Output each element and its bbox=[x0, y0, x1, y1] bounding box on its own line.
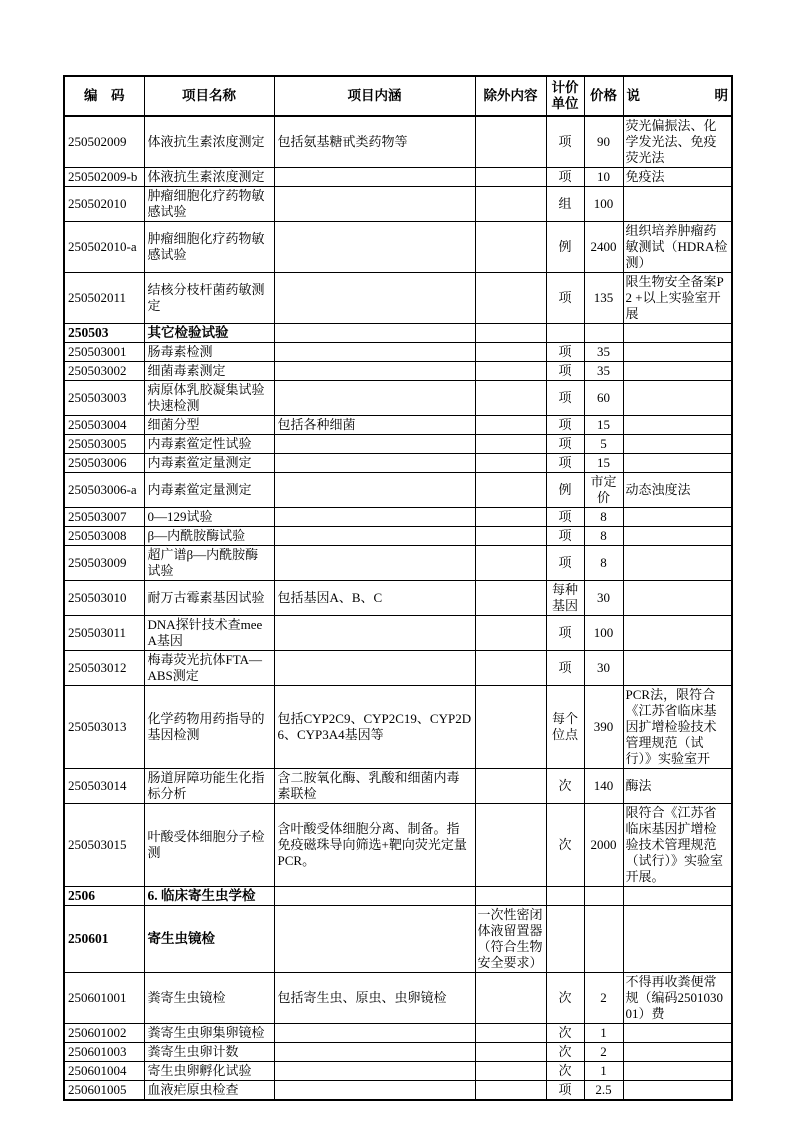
cell-content: 含叶酸受体细胞分离、制备。指免疫磁珠导向筛选+靶向荧光定量PCR。 bbox=[274, 804, 475, 887]
cell-price: 135 bbox=[584, 273, 623, 324]
cell-unit: 项 bbox=[546, 508, 584, 527]
cell-note: 酶法 bbox=[623, 769, 732, 804]
cell-content bbox=[274, 187, 475, 222]
cell-content bbox=[274, 222, 475, 273]
cell-name: 体液抗生素浓度测定 bbox=[144, 116, 274, 168]
cell-name: 叶酸受体细胞分子检测 bbox=[144, 804, 274, 887]
cell-excluded bbox=[475, 616, 546, 651]
header-cell-name: 项目名称 bbox=[144, 76, 274, 116]
cell-name: 肿瘤细胞化疗药物敏感试验 bbox=[144, 187, 274, 222]
cell-content bbox=[274, 1043, 475, 1062]
table-row bbox=[64, 343, 732, 362]
cell-price: 60 bbox=[584, 381, 623, 416]
cell-price: 100 bbox=[584, 616, 623, 651]
cell-price: 2000 bbox=[584, 804, 623, 887]
cell-note bbox=[623, 581, 732, 616]
cell-content bbox=[274, 508, 475, 527]
cell-unit: 项 bbox=[546, 454, 584, 473]
cell-note bbox=[623, 416, 732, 435]
header-cell-code: 编 码 bbox=[64, 76, 144, 116]
table-row bbox=[64, 973, 732, 1024]
cell-note: PCR法，限符合《江苏省临床基因扩增检验技术管理规范（试行）》实验室开 bbox=[623, 686, 732, 769]
cell-excluded: 一次性密闭体液留置器（符合生物安全要求） bbox=[475, 906, 546, 973]
table-row bbox=[64, 616, 732, 651]
cell-unit bbox=[546, 324, 584, 343]
cell-content: 包括氨基糖甙类药物等 bbox=[274, 116, 475, 168]
cell-note bbox=[623, 343, 732, 362]
cell-name: 结核分枝杆菌药敏测定 bbox=[144, 273, 274, 324]
cell-note bbox=[623, 454, 732, 473]
cell-name: 粪寄生虫卵计数 bbox=[144, 1043, 274, 1062]
cell-excluded bbox=[475, 1062, 546, 1081]
cell-price: 140 bbox=[584, 769, 623, 804]
table-row bbox=[64, 1062, 732, 1081]
cell-price: 2 bbox=[584, 973, 623, 1024]
cell-note bbox=[623, 381, 732, 416]
cell-price: 30 bbox=[584, 581, 623, 616]
table-row bbox=[64, 906, 732, 973]
header-cell-content: 项目内涵 bbox=[274, 76, 475, 116]
cell-price: 8 bbox=[584, 546, 623, 581]
cell-price: 2400 bbox=[584, 222, 623, 273]
cell-unit: 项 bbox=[546, 362, 584, 381]
cell-name: 体液抗生素浓度测定 bbox=[144, 168, 274, 187]
table-row bbox=[64, 273, 732, 324]
cell-note bbox=[623, 616, 732, 651]
cell-note bbox=[623, 887, 732, 906]
table-row bbox=[64, 454, 732, 473]
cell-code: 250503008 bbox=[64, 527, 144, 546]
cell-note bbox=[623, 527, 732, 546]
cell-unit: 每种基因 bbox=[546, 581, 584, 616]
cell-unit: 项 bbox=[546, 616, 584, 651]
cell-note: 限符合《江苏省临床基因扩增检验技术管理规范（试行）》实验室开展。 bbox=[623, 804, 732, 887]
cell-content bbox=[274, 324, 475, 343]
table-row bbox=[64, 546, 732, 581]
cell-price: 10 bbox=[584, 168, 623, 187]
table-row bbox=[64, 581, 732, 616]
cell-content bbox=[274, 273, 475, 324]
cell-excluded bbox=[475, 804, 546, 887]
cell-content bbox=[274, 168, 475, 187]
cell-price: 5 bbox=[584, 435, 623, 454]
cell-unit: 每个位点 bbox=[546, 686, 584, 769]
cell-unit: 项 bbox=[546, 168, 584, 187]
cell-content bbox=[274, 616, 475, 651]
cell-name: 寄生虫镜检 bbox=[144, 906, 274, 973]
cell-unit bbox=[546, 887, 584, 906]
cell-note: 荧光偏振法、化学发光法、免疫荧光法 bbox=[623, 116, 732, 168]
cell-note bbox=[623, 324, 732, 343]
cell-code: 250503005 bbox=[64, 435, 144, 454]
cell-code: 250503012 bbox=[64, 651, 144, 686]
cell-price bbox=[584, 887, 623, 906]
cell-code: 250503015 bbox=[64, 804, 144, 887]
cell-code: 250503007 bbox=[64, 508, 144, 527]
cell-name: β—内酰胺酶试验 bbox=[144, 527, 274, 546]
cell-content bbox=[274, 906, 475, 973]
cell-price: 8 bbox=[584, 508, 623, 527]
header-cell-note: 说 明 bbox=[623, 76, 732, 116]
cell-price: 8 bbox=[584, 527, 623, 546]
cell-name: 内毒素鲎定性试验 bbox=[144, 435, 274, 454]
cell-content bbox=[274, 527, 475, 546]
cell-excluded bbox=[475, 887, 546, 906]
cell-name: 细菌分型 bbox=[144, 416, 274, 435]
cell-code: 250601005 bbox=[64, 1081, 144, 1101]
cell-unit: 项 bbox=[546, 435, 584, 454]
cell-content bbox=[274, 473, 475, 508]
table-row bbox=[64, 473, 732, 508]
cell-code: 250503004 bbox=[64, 416, 144, 435]
table-row bbox=[64, 324, 732, 343]
cell-content bbox=[274, 343, 475, 362]
cell-code: 250503 bbox=[64, 324, 144, 343]
cell-code: 250601002 bbox=[64, 1024, 144, 1043]
table-header-row bbox=[64, 76, 732, 116]
cell-excluded bbox=[475, 187, 546, 222]
cell-excluded bbox=[475, 473, 546, 508]
cell-unit: 次 bbox=[546, 1043, 584, 1062]
cell-code: 250503006-a bbox=[64, 473, 144, 508]
table-row bbox=[64, 651, 732, 686]
table-row bbox=[64, 887, 732, 906]
cell-unit: 项 bbox=[546, 1081, 584, 1101]
cell-excluded bbox=[475, 1043, 546, 1062]
cell-excluded bbox=[475, 581, 546, 616]
cell-price: 390 bbox=[584, 686, 623, 769]
cell-unit: 次 bbox=[546, 1062, 584, 1081]
cell-content bbox=[274, 435, 475, 454]
cell-code: 250601001 bbox=[64, 973, 144, 1024]
cell-unit: 项 bbox=[546, 527, 584, 546]
cell-content bbox=[274, 887, 475, 906]
cell-unit: 项 bbox=[546, 651, 584, 686]
cell-note bbox=[623, 1081, 732, 1101]
cell-excluded bbox=[475, 686, 546, 769]
cell-code: 250601004 bbox=[64, 1062, 144, 1081]
cell-excluded bbox=[475, 769, 546, 804]
cell-code: 250601003 bbox=[64, 1043, 144, 1062]
cell-content bbox=[274, 1081, 475, 1101]
cell-note: 不得再收粪便常规（编码250103001）费 bbox=[623, 973, 732, 1024]
table-row bbox=[64, 527, 732, 546]
cell-name: 粪寄生虫镜检 bbox=[144, 973, 274, 1024]
cell-unit: 例 bbox=[546, 222, 584, 273]
cell-excluded bbox=[475, 362, 546, 381]
cell-price: 2 bbox=[584, 1043, 623, 1062]
cell-content: 含二胺氧化酶、乳酸和细菌内毒素联检 bbox=[274, 769, 475, 804]
cell-price: 15 bbox=[584, 454, 623, 473]
cell-excluded bbox=[475, 454, 546, 473]
cell-content bbox=[274, 362, 475, 381]
cell-code: 250601 bbox=[64, 906, 144, 973]
table-row bbox=[64, 804, 732, 887]
cell-unit bbox=[546, 906, 584, 973]
cell-content bbox=[274, 1024, 475, 1043]
cell-price: 35 bbox=[584, 362, 623, 381]
cell-name: 超广谱β—内酰胺酶试验 bbox=[144, 546, 274, 581]
cell-excluded bbox=[475, 381, 546, 416]
cell-content: 包括各种细菌 bbox=[274, 416, 475, 435]
cell-excluded bbox=[475, 168, 546, 187]
cell-excluded bbox=[475, 343, 546, 362]
cell-price: 2.5 bbox=[584, 1081, 623, 1101]
cell-name: 细菌毒素测定 bbox=[144, 362, 274, 381]
cell-code: 250502009-b bbox=[64, 168, 144, 187]
cell-content: 包括寄生虫、原虫、虫卵镜检 bbox=[274, 973, 475, 1024]
cell-code: 250502009 bbox=[64, 116, 144, 168]
cell-code: 250503003 bbox=[64, 381, 144, 416]
cell-excluded bbox=[475, 1024, 546, 1043]
cell-price: 30 bbox=[584, 651, 623, 686]
cell-price: 市定价 bbox=[584, 473, 623, 508]
cell-note bbox=[623, 1043, 732, 1062]
cell-unit: 项 bbox=[546, 343, 584, 362]
table-row bbox=[64, 362, 732, 381]
cell-unit: 例 bbox=[546, 473, 584, 508]
cell-code: 250503014 bbox=[64, 769, 144, 804]
cell-name: 血液疟原虫检查 bbox=[144, 1081, 274, 1101]
header-cell-price: 价格 bbox=[584, 76, 623, 116]
cell-name: 0—129试验 bbox=[144, 508, 274, 527]
cell-content bbox=[274, 651, 475, 686]
cell-name: DNA探针技术查meeA基因 bbox=[144, 616, 274, 651]
table-row bbox=[64, 769, 732, 804]
cell-code: 250503013 bbox=[64, 686, 144, 769]
cell-price bbox=[584, 324, 623, 343]
cell-excluded bbox=[475, 324, 546, 343]
cell-note bbox=[623, 508, 732, 527]
cell-unit: 次 bbox=[546, 1024, 584, 1043]
cell-note bbox=[623, 435, 732, 454]
cell-note bbox=[623, 1024, 732, 1043]
table-row bbox=[64, 381, 732, 416]
cell-code: 250503002 bbox=[64, 362, 144, 381]
cell-code: 250503010 bbox=[64, 581, 144, 616]
cell-code: 250503001 bbox=[64, 343, 144, 362]
cell-excluded bbox=[475, 508, 546, 527]
cell-name: 化学药物用药指导的基因检测 bbox=[144, 686, 274, 769]
cell-name: 内毒素鲎定量测定 bbox=[144, 454, 274, 473]
cell-name: 寄生虫卵孵化试验 bbox=[144, 1062, 274, 1081]
cell-code: 250502010-a bbox=[64, 222, 144, 273]
cell-note: 组织培养肿瘤药敏测试（HDRA检测） bbox=[623, 222, 732, 273]
cell-content: 包括基因A、B、C bbox=[274, 581, 475, 616]
cell-unit: 次 bbox=[546, 769, 584, 804]
table-row bbox=[64, 508, 732, 527]
cell-code: 2506 bbox=[64, 887, 144, 906]
cell-note: 免疫法 bbox=[623, 168, 732, 187]
cell-code: 250502011 bbox=[64, 273, 144, 324]
cell-unit: 项 bbox=[546, 416, 584, 435]
cell-name: 肠道屏障功能生化指标分析 bbox=[144, 769, 274, 804]
cell-code: 250502010 bbox=[64, 187, 144, 222]
table-row bbox=[64, 1081, 732, 1101]
cell-price: 1 bbox=[584, 1024, 623, 1043]
table-row bbox=[64, 1043, 732, 1062]
table-row bbox=[64, 1024, 732, 1043]
table-row bbox=[64, 435, 732, 454]
table-row bbox=[64, 222, 732, 273]
cell-name: 6. 临床寄生虫学检 bbox=[144, 887, 274, 906]
cell-name: 内毒素鲎定量测定 bbox=[144, 473, 274, 508]
cell-content bbox=[274, 1062, 475, 1081]
cell-name: 肠毒素检测 bbox=[144, 343, 274, 362]
cell-unit: 项 bbox=[546, 273, 584, 324]
cell-note bbox=[623, 1062, 732, 1081]
cell-price: 100 bbox=[584, 187, 623, 222]
cell-excluded bbox=[475, 546, 546, 581]
cell-price: 90 bbox=[584, 116, 623, 168]
cell-price: 15 bbox=[584, 416, 623, 435]
cell-code: 250503006 bbox=[64, 454, 144, 473]
cell-name: 病原体乳胶凝集试验快速检测 bbox=[144, 381, 274, 416]
cell-note bbox=[623, 187, 732, 222]
cell-excluded bbox=[475, 273, 546, 324]
cell-unit: 次 bbox=[546, 973, 584, 1024]
header-cell-unit: 计价单位 bbox=[546, 76, 584, 116]
table-row bbox=[64, 168, 732, 187]
cell-note bbox=[623, 362, 732, 381]
fee-table-body bbox=[64, 116, 732, 1100]
cell-note: 限生物安全备案P2 +以上实验室开展 bbox=[623, 273, 732, 324]
cell-unit: 项 bbox=[546, 381, 584, 416]
cell-code: 250503011 bbox=[64, 616, 144, 651]
cell-name: 粪寄生虫卵集卵镜检 bbox=[144, 1024, 274, 1043]
cell-note bbox=[623, 651, 732, 686]
cell-unit: 次 bbox=[546, 804, 584, 887]
cell-content bbox=[274, 454, 475, 473]
cell-note: 动态浊度法 bbox=[623, 473, 732, 508]
cell-price: 1 bbox=[584, 1062, 623, 1081]
cell-excluded bbox=[475, 116, 546, 168]
cell-price: 35 bbox=[584, 343, 623, 362]
table-row bbox=[64, 187, 732, 222]
cell-code: 250503009 bbox=[64, 546, 144, 581]
header-cell-excluded: 除外内容 bbox=[475, 76, 546, 116]
cell-content: 包括CYP2C9、CYP2C19、CYP2D6、CYP3A4基因等 bbox=[274, 686, 475, 769]
cell-name: 梅毒荧光抗体FTA—ABS测定 bbox=[144, 651, 274, 686]
cell-excluded bbox=[475, 651, 546, 686]
cell-price bbox=[584, 906, 623, 973]
cell-excluded bbox=[475, 527, 546, 546]
cell-note bbox=[623, 546, 732, 581]
table-row bbox=[64, 686, 732, 769]
medical-fee-schedule-table bbox=[63, 75, 733, 1101]
cell-unit: 项 bbox=[546, 546, 584, 581]
cell-excluded bbox=[475, 416, 546, 435]
cell-excluded bbox=[475, 1081, 546, 1101]
cell-content bbox=[274, 546, 475, 581]
cell-note bbox=[623, 906, 732, 973]
cell-excluded bbox=[475, 222, 546, 273]
table-row bbox=[64, 116, 732, 168]
cell-name: 其它检验试验 bbox=[144, 324, 274, 343]
cell-content bbox=[274, 381, 475, 416]
cell-unit: 组 bbox=[546, 187, 584, 222]
cell-name: 肿瘤细胞化疗药物敏感试验 bbox=[144, 222, 274, 273]
cell-excluded bbox=[475, 973, 546, 1024]
table-row bbox=[64, 416, 732, 435]
cell-excluded bbox=[475, 435, 546, 454]
cell-name: 耐万古霉素基因试验 bbox=[144, 581, 274, 616]
cell-unit: 项 bbox=[546, 116, 584, 168]
